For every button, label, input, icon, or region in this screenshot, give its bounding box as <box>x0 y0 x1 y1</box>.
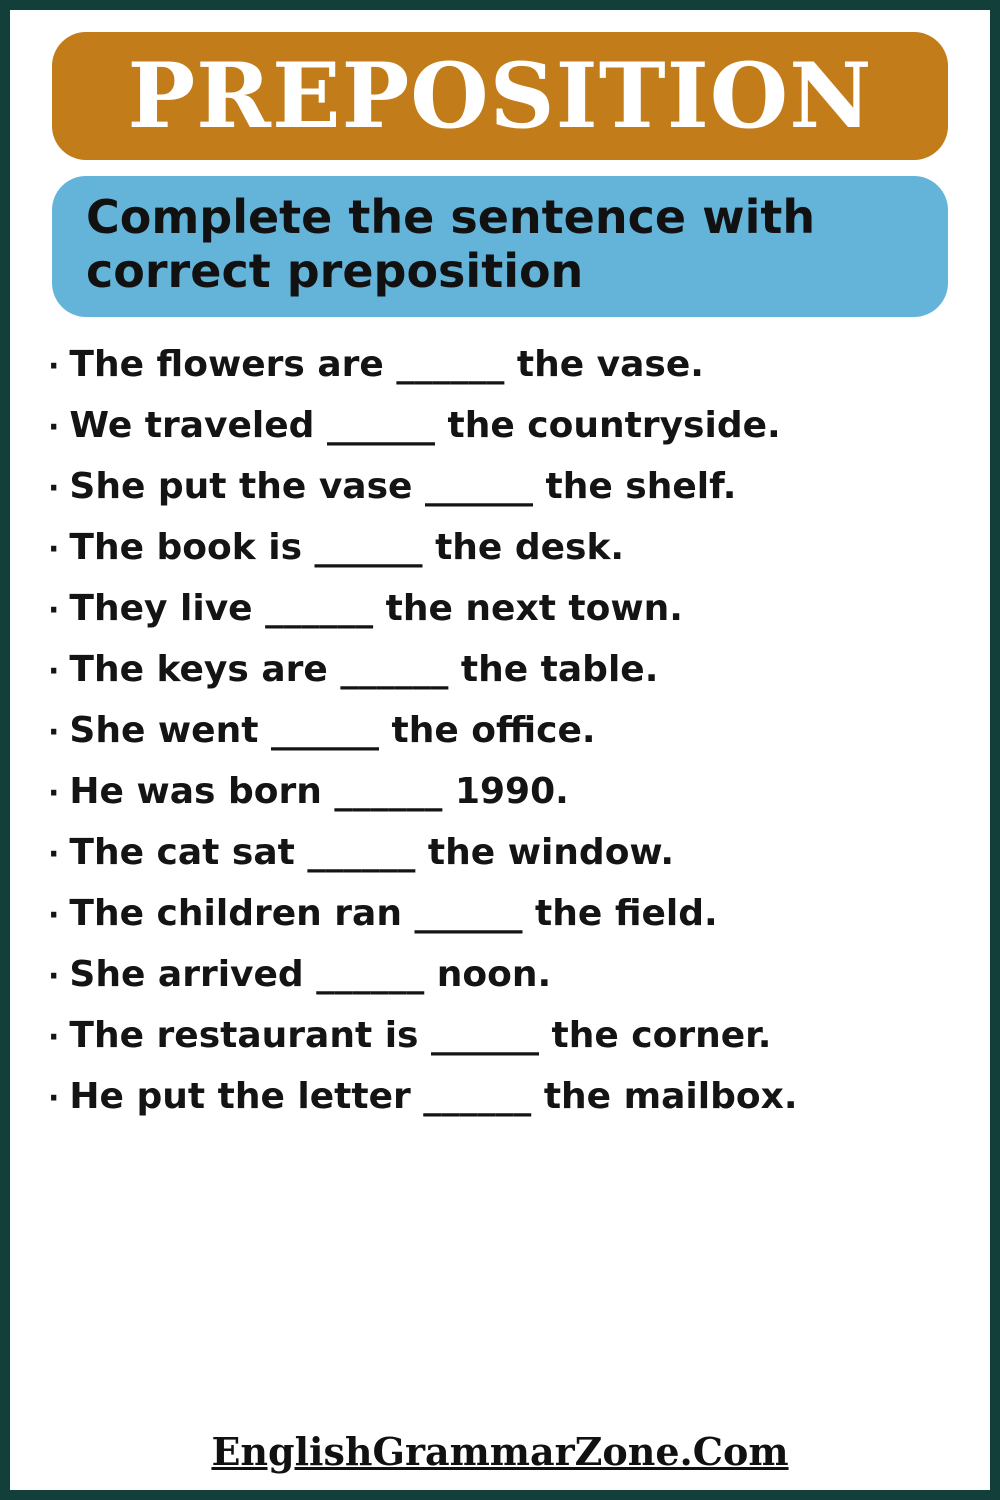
list-item <box>48 823 952 884</box>
page-title: PREPOSITION <box>127 43 873 149</box>
question-text: They live ______ the next town. <box>69 588 683 630</box>
list-item <box>48 579 952 640</box>
question-text: She went ______ the office. <box>69 710 596 752</box>
question-text: He put the letter ______ the mailbox. <box>69 1076 798 1118</box>
question-text: The cat sat ______ the window. <box>69 832 675 874</box>
list-item <box>48 945 952 1006</box>
question-text: The keys are ______ the table. <box>69 649 659 691</box>
list-item <box>48 457 952 518</box>
question-text: The book is ______ the desk. <box>69 527 625 569</box>
bullet-icon: · <box>48 471 60 507</box>
question-text: The restaurant is ______ the corner. <box>69 1015 772 1057</box>
list-item <box>48 396 952 457</box>
bullet-icon: · <box>48 837 60 873</box>
bullet-icon: · <box>48 1081 60 1117</box>
title-banner <box>52 32 948 160</box>
bullet-icon: · <box>48 593 60 629</box>
question-text: He was born ______ 1990. <box>69 771 569 813</box>
list-item <box>48 701 952 762</box>
worksheet-content <box>10 10 990 1490</box>
bullet-icon: · <box>48 776 60 812</box>
bullet-icon: · <box>48 959 60 995</box>
subtitle-banner <box>52 176 948 317</box>
bullet-icon: · <box>48 715 60 751</box>
bullet-icon: · <box>48 410 60 446</box>
list-item <box>48 762 952 823</box>
question-text: The flowers are ______ the vase. <box>69 344 704 386</box>
question-text: She arrived ______ noon. <box>69 954 552 996</box>
bullet-icon: · <box>48 349 60 385</box>
bullet-icon: · <box>48 898 60 934</box>
bullet-icon: · <box>48 1020 60 1056</box>
list-item <box>48 1067 952 1128</box>
instruction-text: Complete the sentence with correct preposition <box>86 190 816 299</box>
question-text: She put the vase ______ the shelf. <box>69 466 737 508</box>
question-text: We traveled ______ the countryside. <box>69 405 781 447</box>
list-item <box>48 884 952 945</box>
list-item <box>48 640 952 701</box>
list-item <box>48 335 952 396</box>
list-item <box>48 518 952 579</box>
bullet-icon: · <box>48 654 60 690</box>
bullet-icon: · <box>48 532 60 568</box>
question-text: The children ran ______ the field. <box>69 893 718 935</box>
question-list <box>40 335 960 1427</box>
site-credit: EnglishGrammarZone.Com <box>211 1429 789 1474</box>
list-item <box>48 1006 952 1067</box>
